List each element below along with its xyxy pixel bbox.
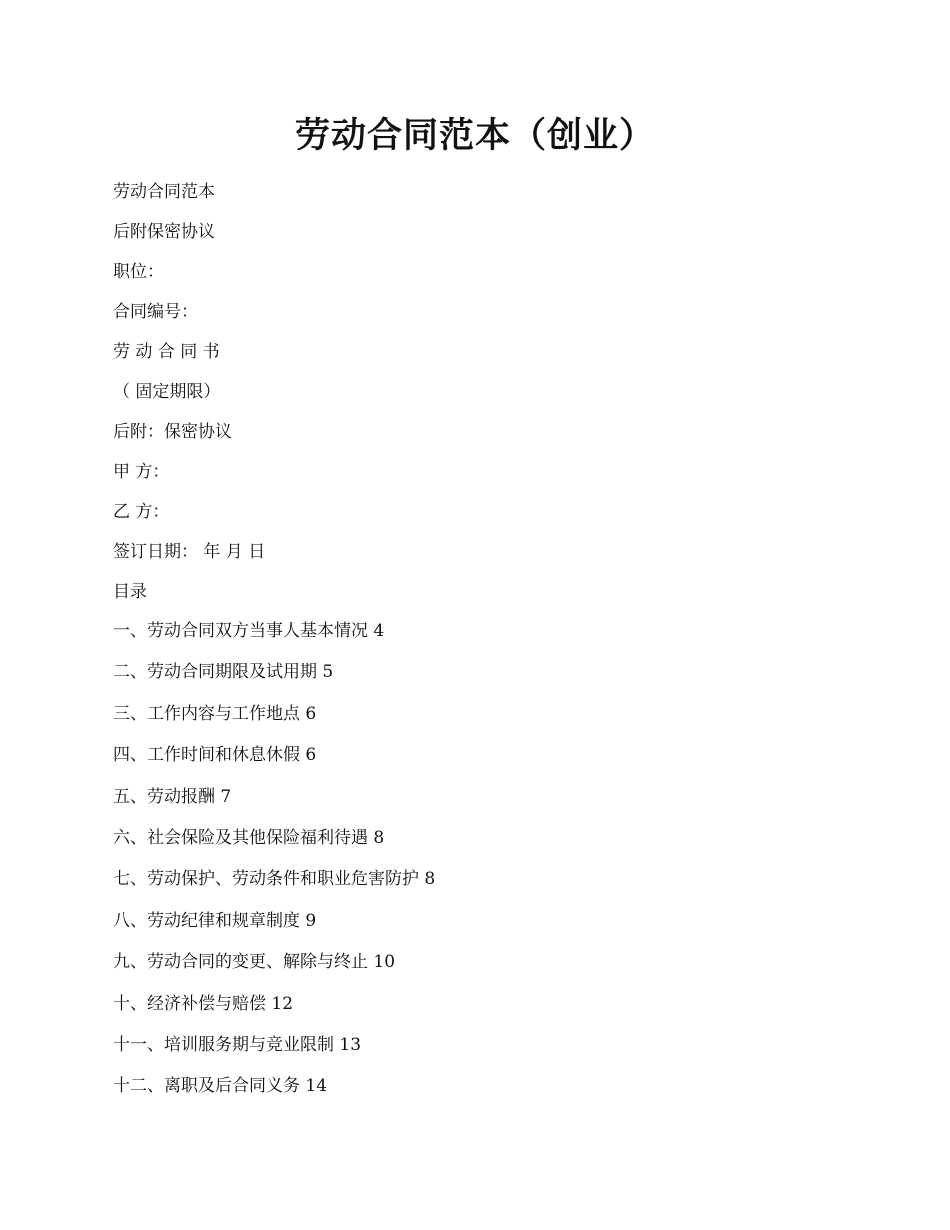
toc-item: 三、工作内容与工作地点 6	[113, 703, 317, 724]
line-position: 职位：	[113, 262, 164, 282]
line-contract-book: 劳 动 合 同 书	[113, 342, 220, 362]
document-title: 劳动合同范本（创业）	[294, 115, 655, 156]
toc-item: 六、社会保险及其他保险福利待遇 8	[113, 827, 385, 848]
toc-item: 五、劳动报酬 7	[113, 786, 232, 807]
toc-item: 十、经济补偿与赔偿 12	[113, 993, 294, 1014]
line-sign-date: 签订日期： 年 月 日	[113, 542, 266, 562]
line-fixed-term: （ 固定期限）	[113, 382, 221, 402]
line-contract-number: 合同编号：	[113, 302, 198, 322]
line-appendix-note: 后附保密协议	[113, 222, 215, 242]
toc-item: 四、工作时间和休息休假 6	[113, 745, 317, 766]
table-of-contents	[113, 617, 853, 1114]
toc-item: 一、劳动合同双方当事人基本情况 4	[113, 621, 385, 641]
line-contract-sample: 劳动合同范本	[113, 182, 215, 202]
toc-item: 九、劳动合同的变更、解除与终止 10	[113, 952, 396, 973]
header-lines	[113, 178, 853, 618]
toc-item: 七、劳动保护、劳动条件和职业危害防护 8	[113, 869, 436, 890]
toc-item: 十一、培训服务期与竞业限制 13	[113, 1034, 362, 1055]
toc-item: 八、劳动纪律和规章制度 9	[113, 910, 317, 931]
line-party-a: 甲 方：	[113, 462, 170, 482]
line-toc-heading: 目录	[113, 582, 147, 602]
line-appendix: 后附：保密协议	[113, 422, 232, 442]
toc-item: 二、劳动合同期限及试用期 5	[113, 662, 334, 683]
toc-item: 十二、离职及后合同义务 14	[113, 1076, 328, 1097]
line-party-b: 乙 方：	[113, 502, 170, 522]
